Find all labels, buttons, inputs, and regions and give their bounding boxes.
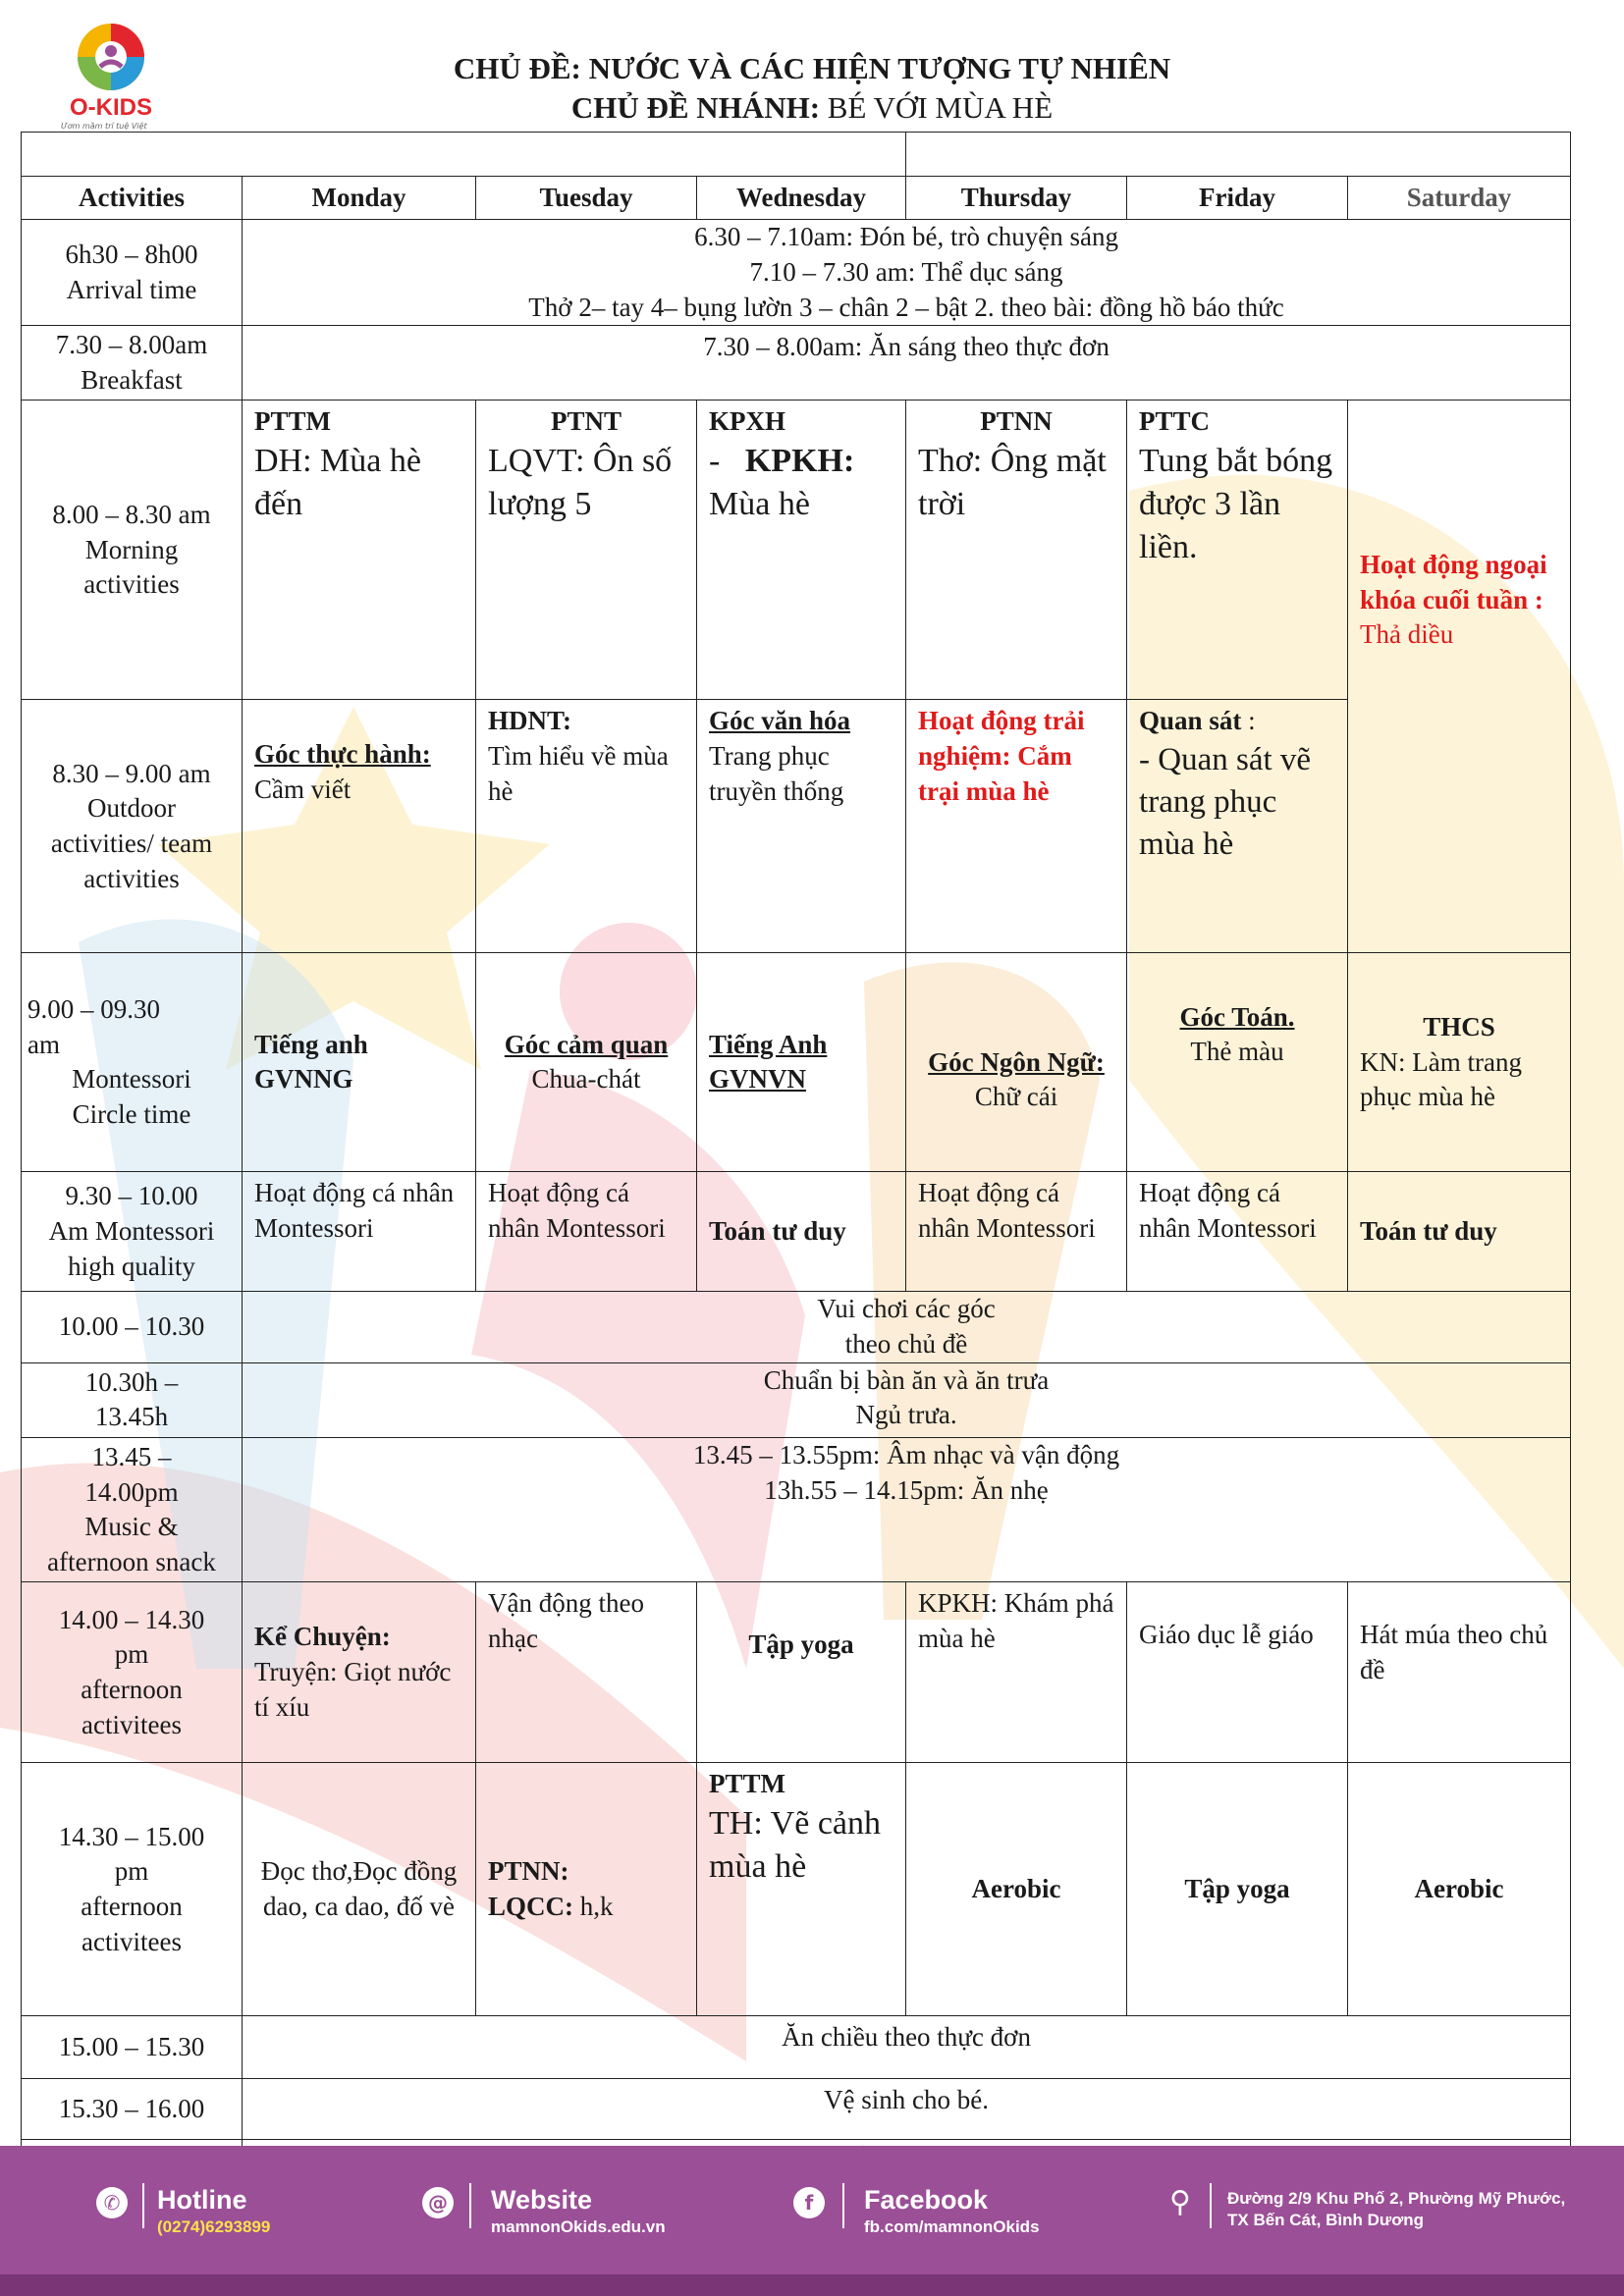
english-label: Tiếng anh [254, 1029, 368, 1059]
class-cell: Class: mầm [906, 133, 1571, 177]
footer-bottom-bar [0, 2274, 1624, 2296]
time-line: 13.45 – [91, 1441, 172, 1471]
quality-time [22, 1172, 243, 1292]
info-row [22, 133, 1571, 177]
hotline-number[interactable]: (0274)6293899 [157, 2217, 271, 2236]
page-title: CHỦ ĐỀ: NƯỚC VÀ CÁC HIỆN TƯỢNG TỰ NHIÊN [453, 51, 1171, 85]
time-line: 14.30 – 15.00 [58, 1821, 205, 1851]
saturday-extracurricular [1348, 400, 1571, 953]
kpkh-label: KPKH: [744, 443, 855, 479]
time-line: 8.00 – 8.30 am [52, 499, 211, 529]
music-activity [243, 1437, 1571, 1582]
afternoon1-monday [243, 1582, 476, 1763]
hotline-label: Hotline [157, 2185, 247, 2215]
afternoon2-friday: Tập yoga [1127, 1763, 1348, 2016]
header-activities: Activities [22, 176, 243, 220]
morning-time [22, 400, 243, 700]
header-wednesday: Wednesday [697, 176, 906, 220]
corner-body: Thẻ màu [1190, 1037, 1284, 1067]
time-line: am [27, 1029, 60, 1059]
story-body: Truyện: Giọt nước tí xíu [254, 1657, 452, 1722]
time-line: Morning [84, 534, 179, 564]
header-friday: Friday [1127, 176, 1348, 220]
quality-row [22, 1172, 1571, 1292]
at-icon: @ [422, 2187, 454, 2218]
time-line: afternoon [81, 1891, 183, 1921]
quality-tuesday: Hoạt động cá nhân Montessori [476, 1172, 697, 1292]
activity-line: 13.45 – 13.55pm: Âm nhạc và vận động [692, 1439, 1120, 1469]
afternoon1-thursday: KPKH: Khám phá mùa hè [906, 1582, 1127, 1763]
circle-saturday [1348, 953, 1571, 1172]
experience-activity: Hoạt động trải nghiệm: Cắm trại mùa hè [918, 706, 1085, 806]
corner-body: Chua-chát [531, 1064, 641, 1095]
subject-head: PTTM [254, 406, 331, 437]
time-line: afternoon snack [47, 1546, 216, 1576]
subject-body: h,k [579, 1891, 614, 1921]
circle-row [22, 953, 1571, 1172]
afternoon1-row [22, 1582, 1571, 1763]
activity-body: - Quan sát vẽ trang phục mùa hè [1139, 742, 1312, 862]
phone-icon: ✆ [96, 2187, 128, 2218]
lunch-activity [243, 1362, 1571, 1437]
facebook-url[interactable]: fb.com/mamnonOkids [864, 2217, 1040, 2236]
time-line: Music & [84, 1512, 179, 1542]
arrival-line: Thở 2– tay 4– bụng lườn 3 – chân 2 – bật 2. theo bài: đồng hồ báo thức [528, 292, 1284, 322]
footer-divider [1210, 2183, 1212, 2228]
subtitle-label: CHỦ ĐỀ NHÁNH: [570, 90, 821, 125]
outdoor-friday [1127, 700, 1348, 953]
time-line: high quality [68, 1251, 195, 1281]
activity-head: Quan sát [1139, 706, 1242, 736]
facebook-label: Facebook [864, 2185, 989, 2215]
hygiene-activity: Vệ sinh cho bé. [243, 2079, 1571, 2140]
footer [0, 2146, 1624, 2296]
website-block[interactable] [491, 2185, 666, 2237]
time-line: Circle time [72, 1099, 191, 1129]
morning-wednesday [697, 400, 906, 700]
subject-body [709, 440, 893, 483]
time-line: Breakfast [81, 364, 183, 395]
time-line: Outdoor [87, 793, 176, 824]
morning-row [22, 400, 1571, 700]
address-line: Đường 2/9 Khu Phố 2, Phường Mỹ Phước, [1227, 2189, 1566, 2208]
time-line: pm [114, 1639, 149, 1670]
time-line: pm [114, 1856, 149, 1887]
afternoon2-wednesday [697, 1763, 906, 2016]
outdoor-thursday [906, 700, 1127, 953]
circle-friday [1127, 953, 1348, 1172]
header-monday: Monday [243, 176, 476, 220]
outdoor-wednesday [697, 700, 906, 953]
snack-time: 15.00 – 15.30 [22, 2016, 243, 2079]
activity-line: 13h.55 – 14.15pm: Ăn nhẹ [764, 1474, 1049, 1505]
activity-line: Chuẩn bị bàn ăn và ăn trưa [763, 1364, 1050, 1395]
header-tuesday: Tuesday [476, 176, 697, 220]
subject-body: Tung bắt bóng được 3 lần liền. [1139, 443, 1333, 566]
circle-tuesday [476, 953, 697, 1172]
header-row [22, 176, 1571, 220]
time-line: 14.00 – 14.30 [58, 1604, 205, 1634]
time-line: 6h30 – 8h00 [65, 240, 198, 270]
time-line: Arrival time [66, 274, 197, 304]
time-line: 8.30 – 9.00 am [52, 758, 211, 788]
subject-head: PTNN [980, 406, 1053, 437]
circle-wednesday [697, 953, 906, 1172]
subject-body: Thơ: Ông mặt trời [918, 443, 1107, 523]
subtitle-value: BÉ VỚI MÙA HÈ [827, 90, 1054, 125]
time-line: activities [83, 569, 180, 600]
subject-head: PTNT [551, 406, 623, 437]
subject-label: LQCC: [488, 1891, 573, 1921]
time-line: 9.00 – 09.30 [27, 994, 160, 1025]
activity-line: Ngủ trưa. [855, 1400, 957, 1430]
time-line: 13.45h [94, 1402, 169, 1432]
dash: - [709, 443, 721, 479]
corners-activity [243, 1292, 1571, 1362]
time-line: 14.00pm [84, 1476, 179, 1507]
footer-divider [142, 2183, 144, 2228]
corners-row [22, 1292, 1571, 1362]
afternoon1-friday: Giáo dục lễ giáo [1127, 1582, 1348, 1763]
hygiene-time: 15.30 – 16.00 [22, 2079, 243, 2140]
schedule-table [21, 132, 1571, 2180]
outdoor-monday [243, 700, 476, 953]
header-saturday: Saturday [1348, 176, 1571, 220]
location-icon: ⚲ [1169, 2185, 1191, 2219]
music-time [22, 1437, 243, 1582]
quality-wednesday: Toán tư duy [697, 1172, 906, 1292]
corner-head: Góc thực hành: [254, 739, 431, 770]
hotline-block[interactable] [157, 2185, 270, 2237]
subject-head: THCS [1423, 1011, 1495, 1041]
activity-head: HDNT: [488, 706, 571, 736]
story-head: Kể Chuyện: [254, 1622, 391, 1652]
subject-body: LQVT: Ôn số lượng 5 [488, 443, 673, 523]
footer-divider [469, 2183, 471, 2228]
outdoor-time [22, 700, 243, 953]
corner-head: Góc văn hóa [709, 706, 851, 736]
website-url[interactable]: mamnonOkids.edu.vn [491, 2217, 666, 2236]
afternoon2-saturday: Aerobic [1348, 1763, 1571, 2016]
quality-saturday: Toán tư duy [1348, 1172, 1571, 1292]
time-line: Am Montessori [48, 1216, 215, 1247]
afternoon1-saturday: Hát múa theo chủ đề [1348, 1582, 1571, 1763]
afternoon2-tuesday [476, 1763, 697, 2016]
afternoon1-tuesday: Vận động theo nhạc [476, 1582, 697, 1763]
skill-label: KN: [1360, 1046, 1406, 1077]
quality-thursday: Hoạt động cá nhân Montessori [906, 1172, 1127, 1292]
time-line: 10.30h – [84, 1366, 179, 1397]
subject-body: Mùa hè [709, 486, 810, 523]
date-cell: Date/ngày: 21/4-26/4/2025 [22, 133, 697, 177]
arrival-line: 7.10 – 7.30 am: Thể dục sáng [749, 256, 1063, 287]
time-line: 7.30 – 8.00am [55, 330, 208, 360]
morning-monday [243, 400, 476, 700]
page-subtitle [0, 90, 1624, 126]
time-line: Montessori [72, 1064, 191, 1095]
time-line: activitees [81, 1709, 182, 1739]
music-row [22, 1437, 1571, 1582]
snack-activity: Ăn chiều theo thực đơn [243, 2016, 1571, 2079]
teacher-label: GVNNG [254, 1064, 353, 1095]
arrival-line: 6.30 – 7.10am: Đón bé, trò chuyện sáng [694, 222, 1118, 252]
extracurricular-label: Hoạt động ngoại khóa cuối tuần : [1360, 549, 1547, 614]
quality-monday: Hoạt động cá nhân Montessori [243, 1172, 476, 1292]
lunch-time [22, 1362, 243, 1437]
activity-body: Tìm hiểu về mùa hè [488, 741, 669, 806]
corner-body: Chữ cái [974, 1082, 1058, 1112]
lunch-row [22, 1362, 1571, 1437]
time-line: activities [83, 863, 180, 893]
subject-head: PTTC [1139, 406, 1211, 437]
afternoon2-time [22, 1763, 243, 2016]
facebook-icon: f [793, 2187, 825, 2218]
subject-body: DH: Mùa hè đến [254, 443, 421, 523]
corners-time: 10.00 – 10.30 [22, 1292, 243, 1362]
corner-body: Trang phục truyền thống [709, 741, 844, 806]
afternoon2-row [22, 1763, 1571, 2016]
afternoon2-thursday: Aerobic [906, 1763, 1127, 2016]
breakfast-activity: 7.30 – 8.00am: Ăn sáng theo thực đơn [243, 326, 1571, 400]
arrival-time [22, 220, 243, 326]
skill-body: Làm trang phục mùa hè [1360, 1046, 1522, 1112]
subject-head: KPXH [709, 406, 786, 437]
circle-thursday [906, 953, 1127, 1172]
corner-head: Góc Toán. [1179, 1001, 1295, 1032]
breakfast-time [22, 326, 243, 400]
address-line: TX Bến Cát, Bình Dương [1227, 2211, 1425, 2229]
subject-head: PTNN: [488, 1856, 569, 1887]
english-label: Tiếng Anh [709, 1029, 828, 1059]
morning-friday [1127, 400, 1348, 700]
subject-head: PTTM [709, 1769, 786, 1799]
afternoon1-time [22, 1582, 243, 1763]
morning-tuesday [476, 400, 697, 700]
corner-head: Góc Ngôn Ngữ: [928, 1046, 1105, 1077]
time-line: activities/ team [50, 828, 213, 858]
time-line: afternoon [81, 1674, 183, 1704]
time-line: 9.30 – 10.00 [65, 1181, 198, 1211]
morning-thursday [906, 400, 1127, 700]
corner-body: Cầm viết [254, 774, 352, 804]
logo-tagline: Ươm mầm trí tuệ Việt [61, 122, 147, 131]
subject-body: TH: Vẽ cảnh mùa hè [709, 1805, 882, 1886]
footer-divider [842, 2183, 844, 2228]
time-line: activitees [81, 1926, 182, 1956]
colon: : [1241, 706, 1256, 736]
arrival-row [22, 220, 1571, 326]
outdoor-tuesday [476, 700, 697, 953]
extracurricular-value: Thả diều [1360, 619, 1454, 650]
circle-time [22, 953, 243, 1172]
snack-row [22, 2016, 1571, 2079]
outdoor-row [22, 700, 1571, 953]
logo-brand-name: O-KIDS [70, 94, 152, 121]
activity-line: theo chủ đề [844, 1329, 968, 1359]
quality-friday: Hoạt động cá nhân Montessori [1127, 1172, 1348, 1292]
info-spacer [697, 133, 906, 177]
afternoon2-monday: Đọc thơ,Đọc đồng dao, ca dao, đố vè [243, 1763, 476, 2016]
activity-line: Vui chơi các góc [817, 1294, 996, 1324]
arrival-activities [243, 220, 1571, 326]
breakfast-row [22, 326, 1571, 400]
website-label: Website [491, 2185, 593, 2215]
teacher-label: GVNVN [709, 1064, 807, 1095]
facebook-block[interactable] [864, 2185, 1040, 2237]
corner-head: Góc cảm quan [504, 1029, 669, 1059]
address-block [1227, 2189, 1565, 2230]
hygiene-row [22, 2079, 1571, 2140]
afternoon1-wednesday: Tập yoga [697, 1582, 906, 1763]
circle-monday [243, 953, 476, 1172]
header-thursday: Thursday [906, 176, 1127, 220]
